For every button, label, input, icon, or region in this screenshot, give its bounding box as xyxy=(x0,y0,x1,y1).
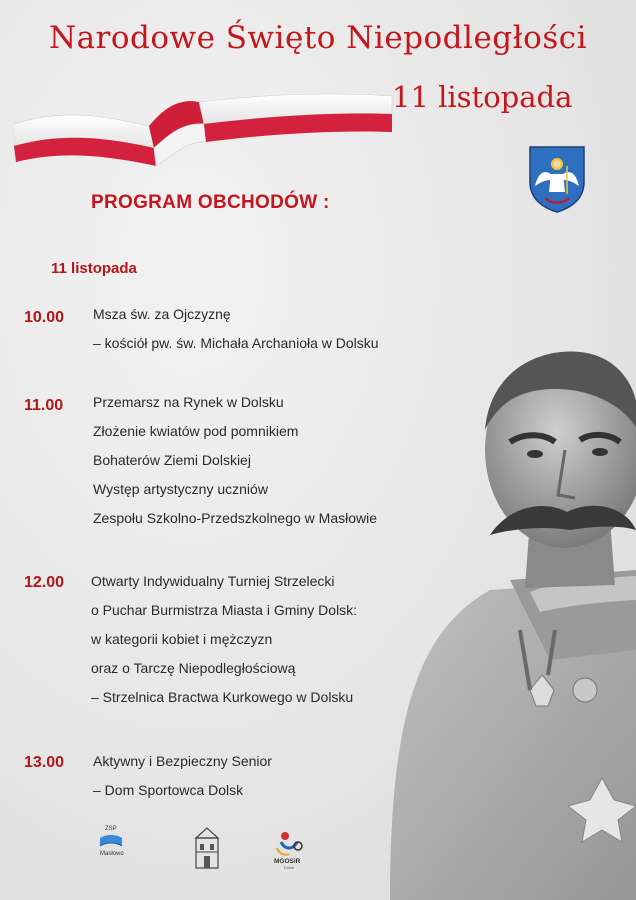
zsp-logo-label: ZSP xyxy=(105,826,117,832)
program-item-line: o Puchar Burmistrza Miasta i Gminy Dolsk: xyxy=(91,602,358,618)
program-item-line: oraz o Tarczę Niepodległościową xyxy=(91,660,296,676)
program-item-line: Msza św. za Ojczyznę xyxy=(93,306,231,322)
program-item-line: Otwarty Indywidualny Turniej Strzelecki xyxy=(91,573,335,589)
program-item-line: – Dom Sportowca Dolsk xyxy=(93,782,244,798)
program-item-line: Złożenie kwiatów pod pomnikiem xyxy=(93,423,299,439)
program-item-line: Aktywny i Bezpieczny Senior xyxy=(93,753,272,769)
mgosir-logo-label: MGOSiR xyxy=(274,858,301,865)
program-item-line: Przemarsz na Rynek w Dolsku xyxy=(93,394,284,410)
program-item-time: 13.00 xyxy=(24,754,65,771)
zsp-logo-icon xyxy=(96,822,126,858)
program-item-description xyxy=(93,388,377,533)
zsp-logo-caption: Masłowo xyxy=(100,851,124,857)
page-subtitle: 11 listopada xyxy=(392,80,573,114)
program-item-line: – Strzelnica Bractwa Kurkowego w Dolsku xyxy=(91,689,354,705)
program-item-time: 10.00 xyxy=(24,309,65,326)
polish-flag-ribbon xyxy=(14,88,394,178)
program-item-time: 11.00 xyxy=(24,397,64,414)
program-item-line: w kategorii kobiet i mężczyzn xyxy=(91,631,273,647)
program-item-line: Zespołu Szkolno-Przedszkolnego w Masłowie xyxy=(93,510,378,526)
program-date: 11 listopada xyxy=(51,260,137,277)
program-item-line: Bohaterów Ziemi Dolskiej xyxy=(93,452,251,468)
program-item-line: Występ artystyczny uczniów xyxy=(93,481,268,497)
program-item-line: – kościół pw. św. Michała Archanioła w Dolsku xyxy=(93,335,379,351)
program-item-description xyxy=(91,567,357,712)
program-item-description xyxy=(93,747,272,805)
dolsk-coat-of-arms-icon xyxy=(527,144,587,214)
page-title: Narodowe Święto Niepodległości xyxy=(48,20,588,56)
mgosir-logo-icon xyxy=(271,824,309,870)
mgosir-logo-caption: Dolsk xyxy=(284,865,295,870)
program-item-description xyxy=(93,300,379,358)
program-heading: PROGRAM OBCHODÓW : xyxy=(91,192,330,213)
school-building-logo-icon xyxy=(192,826,222,872)
portrait-image xyxy=(380,330,636,900)
program-item-time: 12.00 xyxy=(24,574,65,591)
